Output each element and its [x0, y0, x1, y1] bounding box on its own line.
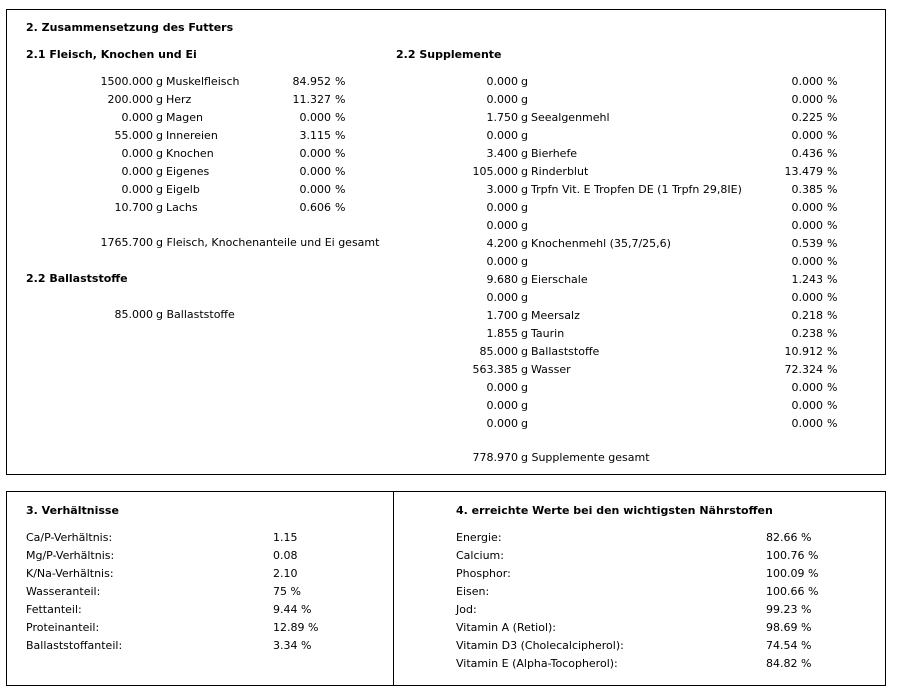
meat-unit: g: [156, 147, 163, 160]
supplement-percent-sign: %: [827, 309, 838, 322]
meat-unit: g: [156, 183, 163, 196]
nutrients-title: 4. erreichte Werte bei den wichtigsten Nährstoffen: [456, 504, 773, 517]
supplement-name: Taurin: [531, 327, 565, 340]
supplement-percent-sign: %: [827, 237, 838, 250]
meat-percent-sign: %: [335, 165, 346, 178]
supplement-percent: 10.912: [784, 345, 823, 358]
ratio-label: Wasseranteil:: [26, 585, 101, 598]
nutrients-panel: [393, 491, 886, 686]
supplement-percent: 0.000: [791, 381, 823, 394]
supplement-percent-sign: %: [827, 399, 838, 412]
supplement-unit: g: [521, 75, 528, 88]
supplement-percent-sign: %: [827, 291, 838, 304]
supplement-amount: 0.000: [486, 93, 518, 106]
ratio-label: Fettanteil:: [26, 603, 82, 616]
meat-section-title: 2.1 Fleisch, Knochen und Ei: [26, 48, 197, 61]
supplement-percent: 0.385: [791, 183, 823, 196]
meat-percent-sign: %: [335, 201, 346, 214]
ratio-value: 3.34 %: [273, 639, 312, 652]
ratio-label: Ballaststoffanteil:: [26, 639, 123, 652]
supplement-percent: 0.539: [791, 237, 823, 250]
nutrient-label: Vitamin E (Alpha-Tocopherol):: [456, 657, 618, 670]
supplement-amount: 0.000: [486, 75, 518, 88]
supplement-unit: g: [521, 237, 528, 250]
ratio-label: Mg/P-Verhältnis:: [26, 549, 115, 562]
supplement-percent: 0.238: [791, 327, 823, 340]
supplement-amount: 3.000: [486, 183, 518, 196]
supplement-amount: 0.000: [486, 417, 518, 430]
supplement-percent-sign: %: [827, 147, 838, 160]
supplement-unit: g: [521, 165, 528, 178]
nutrient-value: 100.09 %: [766, 567, 819, 580]
meat-name: Eigenes: [166, 165, 210, 178]
nutrient-label: Calcium:: [456, 549, 504, 562]
supplement-unit: g: [521, 381, 528, 394]
ratio-value: 9.44 %: [273, 603, 312, 616]
nutrient-value: 100.76 %: [766, 549, 819, 562]
supplement-percent: 0.218: [791, 309, 823, 322]
supplement-unit: g: [521, 309, 528, 322]
supplement-name: Ballaststoffe: [531, 345, 600, 358]
meat-percent: 0.000: [299, 147, 331, 160]
supplement-percent: 0.000: [791, 75, 823, 88]
meat-unit: g: [156, 201, 163, 214]
supplement-amount: 1.750: [486, 111, 518, 124]
meat-unit: g: [156, 165, 163, 178]
composition-panel: [6, 9, 886, 475]
meat-unit: g: [156, 93, 163, 106]
supplement-percent: 0.000: [791, 201, 823, 214]
nutrient-value: 100.66 %: [766, 585, 819, 598]
meat-name: Magen: [166, 111, 203, 124]
supplement-percent-sign: %: [827, 201, 838, 214]
supplement-percent: 0.000: [791, 219, 823, 232]
supplement-unit: g: [521, 417, 528, 430]
ratio-value: 1.15: [273, 531, 298, 544]
supplements-total-amount: 778.970: [472, 451, 518, 464]
ratio-label: Proteinanteil:: [26, 621, 100, 634]
supplement-percent-sign: %: [827, 111, 838, 124]
meat-name: Muskelfleisch: [166, 75, 240, 88]
meat-percent: 0.000: [299, 183, 331, 196]
meat-amount: 55.000: [114, 129, 153, 142]
meat-amount: 1500.000: [100, 75, 153, 88]
supplement-percent-sign: %: [827, 381, 838, 394]
supplement-amount: 85.000: [479, 345, 518, 358]
supplement-unit: g: [521, 93, 528, 106]
meat-unit: g: [156, 111, 163, 124]
meat-total-amount: 1765.700: [100, 236, 153, 249]
supplement-percent-sign: %: [827, 345, 838, 358]
supplement-name: Meersalz: [531, 309, 580, 322]
supplement-amount: 0.000: [486, 129, 518, 142]
meat-amount: 0.000: [121, 147, 153, 160]
supplement-name: Wasser: [531, 363, 571, 376]
supplement-unit: g: [521, 201, 528, 214]
supplement-percent-sign: %: [827, 327, 838, 340]
supplement-percent: 0.000: [791, 417, 823, 430]
meat-name: Eigelb: [166, 183, 200, 196]
meat-name: Lachs: [166, 201, 198, 214]
supplement-amount: 0.000: [486, 219, 518, 232]
supplement-percent-sign: %: [827, 93, 838, 106]
nutrient-value: 98.69 %: [766, 621, 812, 634]
supplement-amount: 105.000: [472, 165, 518, 178]
nutrient-value: 82.66 %: [766, 531, 812, 544]
supplement-percent: 0.000: [791, 399, 823, 412]
supplement-percent-sign: %: [827, 255, 838, 268]
supplement-amount: 1.700: [486, 309, 518, 322]
meat-amount: 0.000: [121, 183, 153, 196]
meat-amount: 0.000: [121, 165, 153, 178]
ratios-panel: [6, 491, 394, 686]
supplement-percent: 0.436: [791, 147, 823, 160]
meat-amount: 200.000: [107, 93, 153, 106]
ratio-value: 75 %: [273, 585, 301, 598]
nutrient-label: Energie:: [456, 531, 502, 544]
supplement-amount: 563.385: [472, 363, 518, 376]
meat-percent: 11.327: [292, 93, 331, 106]
composition-title: 2. Zusammensetzung des Futters: [26, 21, 234, 34]
nutrient-label: Jod:: [456, 603, 477, 616]
meat-percent-sign: %: [335, 183, 346, 196]
supplement-percent-sign: %: [827, 129, 838, 142]
meat-amount: 10.700: [114, 201, 153, 214]
supplement-amount: 0.000: [486, 399, 518, 412]
supplement-unit: g: [521, 255, 528, 268]
nutrient-value: 84.82 %: [766, 657, 812, 670]
meat-name: Innereien: [166, 129, 218, 142]
ratio-label: K/Na-Verhältnis:: [26, 567, 114, 580]
supplement-amount: 4.200: [486, 237, 518, 250]
supplement-name: Knochenmehl (35,7/25,6): [531, 237, 671, 250]
supplement-amount: 3.400: [486, 147, 518, 160]
supplement-percent-sign: %: [827, 219, 838, 232]
meat-percent-sign: %: [335, 111, 346, 124]
supplement-unit: g: [521, 345, 528, 358]
meat-total-label: g Fleisch, Knochenanteile und Ei gesamt: [156, 236, 380, 249]
nutrient-label: Vitamin A (Retiol):: [456, 621, 557, 634]
supplement-unit: g: [521, 219, 528, 232]
supplement-unit: g: [521, 111, 528, 124]
supplement-unit: g: [521, 399, 528, 412]
supplement-amount: 0.000: [486, 255, 518, 268]
ratios-title: 3. Verhältnisse: [26, 504, 119, 517]
supplement-name: Seealgenmehl: [531, 111, 610, 124]
supplement-percent-sign: %: [827, 183, 838, 196]
supplement-unit: g: [521, 363, 528, 376]
supplement-percent-sign: %: [827, 75, 838, 88]
meat-percent: 0.606: [299, 201, 331, 214]
supplement-unit: g: [521, 327, 528, 340]
supplement-percent: 13.479: [784, 165, 823, 178]
supplement-percent-sign: %: [827, 363, 838, 376]
supplement-amount: 1.855: [486, 327, 518, 340]
fiber-section-title: 2.2 Ballaststoffe: [26, 272, 128, 285]
supplement-amount: 0.000: [486, 201, 518, 214]
meat-percent: 0.000: [299, 111, 331, 124]
meat-name: Knochen: [166, 147, 214, 160]
supplement-percent: 72.324: [784, 363, 823, 376]
meat-percent: 0.000: [299, 165, 331, 178]
meat-unit: g: [156, 129, 163, 142]
meat-amount: 0.000: [121, 111, 153, 124]
supplement-percent-sign: %: [827, 273, 838, 286]
meat-unit: g: [156, 75, 163, 88]
supplement-percent: 0.225: [791, 111, 823, 124]
nutrient-value: 74.54 %: [766, 639, 812, 652]
supplement-percent: 0.000: [791, 291, 823, 304]
supplement-unit: g: [521, 291, 528, 304]
meat-name: Herz: [166, 93, 192, 106]
fiber-amount: 85.000: [114, 308, 153, 321]
supplement-percent-sign: %: [827, 417, 838, 430]
meat-percent: 3.115: [299, 129, 331, 142]
supplement-percent: 0.000: [791, 93, 823, 106]
supplements-section-title: 2.2 Supplemente: [396, 48, 502, 61]
supplement-percent: 0.000: [791, 129, 823, 142]
supplement-percent-sign: %: [827, 165, 838, 178]
ratio-value: 0.08: [273, 549, 298, 562]
supplement-name: Trpfn Vit. E Tropfen DE (1 Trpfn 29,8IE): [531, 183, 742, 196]
supplement-percent: 0.000: [791, 255, 823, 268]
supplements-total-label: g Supplemente gesamt: [521, 451, 650, 464]
supplement-unit: g: [521, 147, 528, 160]
nutrient-label: Phosphor:: [456, 567, 511, 580]
nutrient-label: Vitamin D3 (Cholecalcipherol):: [456, 639, 624, 652]
supplement-name: Rinderblut: [531, 165, 589, 178]
ratio-label: Ca/P-Verhältnis:: [26, 531, 113, 544]
supplement-amount: 9.680: [486, 273, 518, 286]
meat-percent-sign: %: [335, 147, 346, 160]
supplement-unit: g: [521, 183, 528, 196]
supplement-unit: g: [521, 273, 528, 286]
meat-percent: 84.952: [292, 75, 331, 88]
supplement-amount: 0.000: [486, 291, 518, 304]
fiber-label: g Ballaststoffe: [156, 308, 235, 321]
meat-percent-sign: %: [335, 75, 346, 88]
nutrient-value: 99.23 %: [766, 603, 812, 616]
ratio-value: 2.10: [273, 567, 298, 580]
supplement-percent: 1.243: [791, 273, 823, 286]
nutrient-label: Eisen:: [456, 585, 490, 598]
supplement-name: Eierschale: [531, 273, 588, 286]
meat-percent-sign: %: [335, 93, 346, 106]
meat-percent-sign: %: [335, 129, 346, 142]
supplement-unit: g: [521, 129, 528, 142]
ratio-value: 12.89 %: [273, 621, 319, 634]
supplement-name: Bierhefe: [531, 147, 578, 160]
supplement-amount: 0.000: [486, 381, 518, 394]
